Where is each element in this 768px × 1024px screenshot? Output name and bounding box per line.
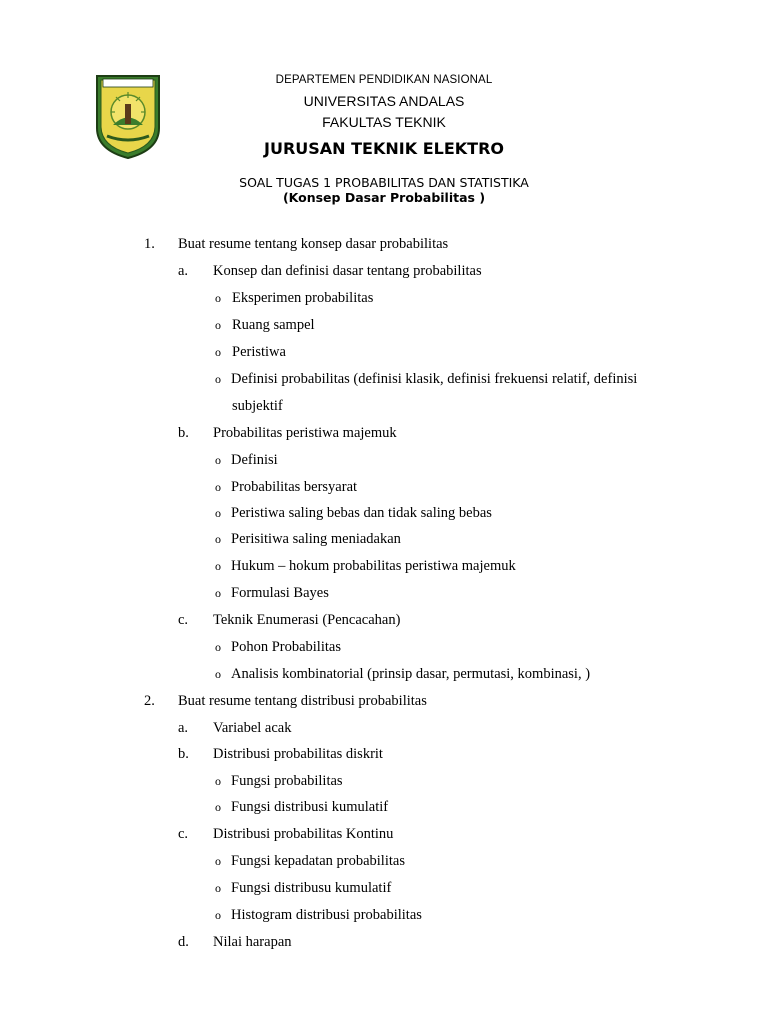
sub-item-text: Konsep dan definisi dasar tentang probabilitas (213, 263, 482, 279)
question-number: 1. (144, 236, 155, 252)
question-text: Buat resume tentang distribusi probabilitas (178, 693, 427, 709)
bullet-marker: o (215, 854, 221, 868)
sub-item-text: Distribusi probabilitas Kontinu (213, 826, 394, 842)
sub-item-text: Nilai harapan (213, 934, 292, 950)
list-item: Formulasi Bayes (231, 585, 329, 601)
list-item: Fungsi distribusu kumulatif (231, 880, 392, 896)
faculty-name: FAKULTAS TEKNIK (322, 114, 446, 130)
list-item: Perisitiwa saling meniadakan (231, 531, 401, 547)
bullet-marker: o (215, 532, 221, 546)
bullet-marker: o (215, 908, 221, 922)
bullet-marker: o (215, 667, 221, 681)
bullet-marker: o (215, 559, 221, 573)
list-item: Definisi probabilitas (definisi klasik, definisi frekuensi relatif, definisi (231, 371, 638, 387)
bullet-marker: o (215, 453, 221, 467)
bullet-marker: o (215, 586, 221, 600)
department-name: DEPARTEMEN PENDIDIKAN NASIONAL (275, 74, 493, 86)
sub-item-text: Distribusi probabilitas diskrit (213, 746, 383, 762)
bullet-marker: o (215, 506, 221, 520)
list-item: Histogram distribusi probabilitas (231, 907, 422, 923)
list-item: Peristiwa saling bebas dan tidak saling bebas (231, 505, 492, 521)
bullet-marker: o (215, 372, 221, 386)
sub-item-text: Teknik Enumerasi (Pencacahan) (213, 612, 401, 628)
list-item: Hukum – hokum probabilitas peristiwa majemuk (231, 558, 516, 574)
sub-letter: a. (178, 263, 189, 279)
list-item: Ruang sampel (232, 317, 315, 333)
list-item-continuation: subjektif (232, 398, 283, 414)
assignment-subtitle: (Konsep Dasar Probabilitas ) (282, 190, 486, 205)
bullet-marker: o (215, 800, 221, 814)
list-item: Probabilitas bersyarat (231, 479, 358, 495)
bullet-marker: o (215, 480, 221, 494)
list-item: Fungsi distribusi kumulatif (231, 799, 389, 815)
question-text: Buat resume tentang konsep dasar probabilitas (178, 236, 449, 252)
bullet-marker: o (215, 774, 221, 788)
university-name: UNIVERSITAS ANDALAS (303, 93, 465, 109)
list-item: Fungsi probabilitas (231, 773, 343, 789)
bullet-marker: o (215, 291, 221, 305)
major-name: JURUSAN TEKNIK ELEKTRO (264, 139, 504, 158)
list-item: Fungsi kepadatan probabilitas (231, 853, 405, 869)
sub-letter: c. (178, 612, 189, 628)
sub-letter: b. (178, 746, 189, 762)
sub-item-text: Probabilitas peristiwa majemuk (213, 425, 397, 441)
sub-letter: d. (178, 934, 189, 950)
bullet-marker: o (215, 640, 221, 654)
list-item: Peristiwa (232, 344, 286, 360)
bullet-marker: o (215, 318, 221, 332)
bullet-marker: o (215, 345, 221, 359)
bullet-marker: o (215, 881, 221, 895)
list-item: Analisis kombinatorial (prinsip dasar, permutasi, kombinasi, ) (231, 666, 591, 682)
assignment-title: SOAL TUGAS 1 PROBABILITAS DAN STATISTIKA (239, 175, 529, 190)
list-item: Eksperimen probabilitas (232, 290, 374, 306)
sub-letter: a. (178, 720, 189, 736)
sub-item-text: Variabel acak (213, 720, 292, 736)
list-item: Definisi (231, 452, 278, 468)
sub-letter: c. (178, 826, 189, 842)
list-item: Pohon Probabilitas (231, 639, 341, 655)
sub-letter: b. (178, 425, 189, 441)
question-number: 2. (144, 693, 155, 709)
